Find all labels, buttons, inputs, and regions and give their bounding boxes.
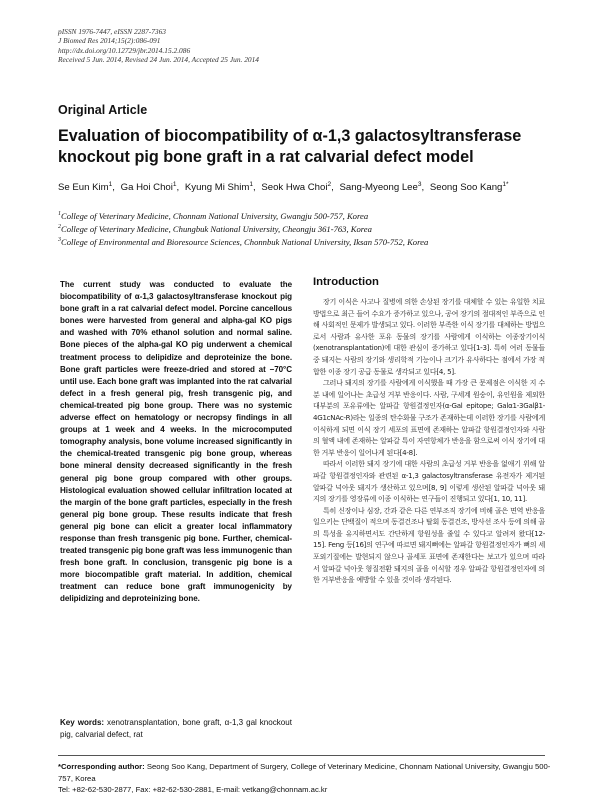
- article-type: Original Article: [58, 103, 148, 117]
- affiliation-text: College of Environmental and Bioresource Sciences, Chonnbuk National University, Iksan 570-752, Korea: [61, 237, 429, 248]
- author-sup: 1: [108, 181, 113, 188]
- introduction-heading: Introduction: [313, 276, 379, 288]
- intro-paragraph: 장기 이식은 사고나 질병에 의한 손상된 장기를 대체할 수 있는 유일한 치료 방법으로 최근 들어 수요가 증가하고 있으나, 공여 장기의 절대적인 부족으로 인해 사회적인 문제가 발생되고 있다. 이러한 부족한 이식 장기를 대체하는 방법으로서 사람과 유사한 포유 동물의 장기를 사람에게 이식하는 이종장기이식(xenotransplantation)에 대한 관심이 증가하고 있다[1-3]. 특히 여러 동물들 중 돼지는 사람의 장기와 생리학적 기능이나 크기가 유사하다는 점에서 가장 적합한 이종 장기 공급 동물로 생각되고 있다[4, 5].: [313, 297, 545, 376]
- author-name: Seong Soo Kang: [429, 182, 503, 194]
- affiliation-list: [58, 209, 578, 248]
- author-3: [185, 182, 253, 193]
- author-name: Sang-Myeong Lee: [339, 182, 418, 194]
- author-name: Ga Hoi Choi: [120, 182, 173, 194]
- affiliation-sup: 1: [58, 211, 61, 217]
- doi-link[interactable]: http://dx.doi.org/10.12729/jbr.2014.15.2.086: [58, 45, 191, 55]
- affiliation-2: [58, 222, 578, 235]
- affiliation-text: College of Veterinary Medicine, Chonnam National University, Gwangju 500-757, Korea: [61, 210, 369, 221]
- author-name: Se Eun Kim: [58, 182, 109, 194]
- article-title: Evaluation of biocompatibility of α-1,3 galactosyltransferase knockout pig bone graft in a rat calvarial defect model: [58, 127, 522, 166]
- issn-line: pISSN 1976-7447, eISSN 2287-7363: [58, 27, 166, 36]
- author-sup: 1: [249, 181, 254, 188]
- author-sup: 2: [327, 181, 332, 188]
- keywords-text: xenotransplantation, bone graft, α-1,3 gal knockout pig, calvarial defect, rat: [60, 718, 292, 740]
- affiliation-sup: 2: [58, 224, 61, 231]
- affiliation-sup: 3: [58, 237, 61, 244]
- introduction-body: [313, 296, 545, 586]
- author-name: Seok Hwa Choi: [261, 182, 328, 194]
- keywords-label: Key words:: [60, 718, 105, 727]
- correspondence-line: [58, 761, 553, 784]
- correspondence-text: Seong Soo Kang, Department of Surgery, College of Veterinary Medicine, Chonnam National University, Gwangju 500-757, Korea: [58, 762, 551, 783]
- dates-line: Received 5 Jun. 2014, Revised 24 Jun. 2014, Accepted 25 Jun. 2014: [58, 55, 259, 65]
- author-sup: 3: [417, 181, 422, 188]
- affiliation-3: [58, 235, 578, 248]
- keywords: [60, 717, 292, 742]
- author-sup: 1: [172, 181, 177, 188]
- intro-paragraph: 따라서 이러한 돼지 장기에 대한 사람의 초급성 거부 반응을 없애기 위해 알파갈 항원결정인자와 관련된 α-1,3 galactosyltransferase 유전자가 제거된 알파갈 넉아웃 돼지가 생산하고 있으며[8, 9] 이렇게 생산된 알파갈 넉아웃 돼지의 장기를 영장류에 이종 이식하는 연구들이 진행되고 있다[1, 10, 11].: [313, 459, 545, 504]
- author-6: [430, 182, 509, 193]
- abstract: The current study was conducted to evaluate the biocompatibility of α-1,3 galactosyltransferase knockout pig bone graft in a rat calvarial defect model. Porcine cancellous bones were harvested from general and alpha-gal KO pigs and washed with 70% ethanol solution and normal saline. Bone pieces of the alpha-gal KO pig underwent a chemical treatment process to delipidize and deproteinize the bone. Bone graft particles were freeze-dried and stored at −70°C until use. Each bone graft was implanted into the rat calvarial defect in a fresh general pig, fresh transgenic pig, and chemical-treated pig bone group. There was no systemic adverse effect on hematology or necropsy findings in all groups at 1 week and 4 weeks. In the microcomputed tomography analysis, bone volume increased significantly in the chemical-treated transgenic pig bone group, whereas bone mineral density decreased significantly in the fresh general pig bone group compared with other groups. Histological evaluation showed cellular infiltration located at the margin of the bone graft particles, especially in the fresh general pig bone group. These results indicate that fresh general pig bone can elicit a greater local inflammatory response than fresh transgenic pig bone. Further, chemical-treated transgenic pig bone graft was less immunogenic than fresh bone graft. In conclusion, transgenic pig bone is a more biocompatible graft material. In addition, chemical treatment can reduce bone graft immunogenicity by delipidizing and deproteinizing bone.: [60, 280, 292, 604]
- contact-line: Tel: +82-62-530-2877, Fax: +82-62-530-2881, E-mail: vetkang@chonnam.ac.kr: [58, 785, 328, 794]
- affiliation-1: [58, 209, 578, 222]
- author-4: [261, 182, 331, 193]
- author-sup: 1*: [502, 181, 509, 188]
- author-1: [58, 182, 112, 193]
- author-list: Se Eun Kim$^1$, Ga Hoi Choi$^1$, Kyung Mi Shim$^1$, Seok Hwa Choi$^2$, Sang-Myeong Lee$^3$, Seong Soo Kang$^{1*}$: [58, 181, 509, 194]
- author-5: [339, 182, 421, 193]
- affiliation-text: College of Veterinary Medicine, Chungbuk National University, Cheongju 361-763, Korea: [61, 224, 372, 235]
- footnote-divider: [58, 755, 545, 756]
- citation-line: J Biomed Res 2014;15(2):086-091: [58, 36, 161, 46]
- author-name: Kyung Mi Shim: [184, 182, 250, 194]
- correspondence-label: *Corresponding author:: [58, 762, 145, 771]
- author-2: [121, 182, 177, 193]
- intro-paragraph: 특히 신장이나 심장, 간과 같은 다른 연부조직 장기에 비해 골은 면역 반응을 일으키는 단백질이 적으며 동결건조나 탈회 동결건조, 방사선 조사 등에 의해 골의 특성을 유지하면서도 간단하게 항원성을 줄일 수 있다고 알려져 왔다[12-15]. Feng 등[16]의 연구에 따르면 돼지뼈에는 알파갈 항원결정인자가 뼈의 세포외기질에는 발현되지 않으나 골세포 표면에 존재한다는 보고가 있으며 따라서 알파갈 넉아웃 형질전환 돼지의 골을 이식할 경우 알파갈 항원결정인자에 의한 거부반응을 예방할 수 있을 것이라 생각된다.: [313, 505, 545, 585]
- intro-paragraph: 그러나 돼지의 장기를 사람에게 이식했을 때 가장 큰 문제점은 이식한 지 수 분 내에 일어나는 초급성 거부 반응이다. 사람, 구세계 원숭이, 유인원을 제외한 대부분의 포유류에는 알파갈 항원결정인자(α-Gal epitope; Galα1-3Galβ1-4G1cNAc-R)라는 일종의 탄수화물 구조가 존재하는데 이러한 장기를 사람에게 이식하게 되면 이식 장기 세포의 표면에 존재하는 알파갈 항원결정인자와 사람의 혈액 내에 존재하는 알파갈 특이 자연항체가 반응을 함으로써 이식 장기에 대한 거부 반응이 일어나게 된다[4-8].: [313, 378, 545, 457]
- journal-header: [58, 27, 378, 65]
- correspondence-footnote: [58, 761, 553, 796]
